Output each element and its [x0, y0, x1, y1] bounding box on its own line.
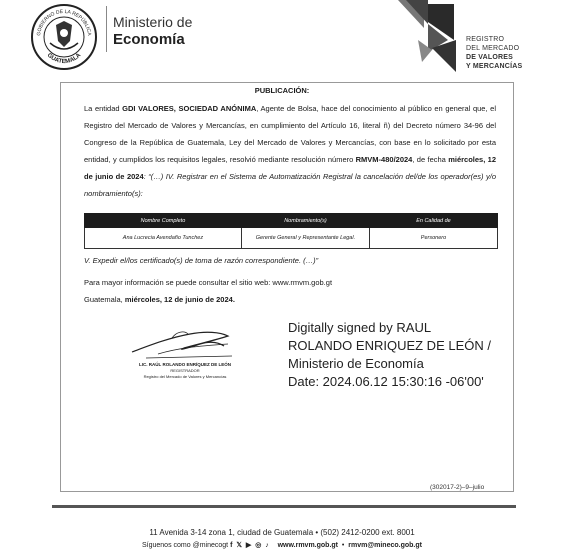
more-info-line: Para mayor información se puede consultar el sitio web: www.rmvm.gob.gt — [84, 278, 333, 287]
table-row — [85, 228, 498, 249]
footer-contact: Síguenos como @minecogt f 𝕏 ▶ ◎ ♪ www.rmvm.gob.gt • rmvm@mineco.gob.gt — [142, 542, 422, 549]
digital-line3: Ministerio de Economía — [288, 356, 424, 371]
header-divider — [106, 6, 107, 52]
body-part-a: La entidad — [84, 104, 123, 113]
place-date-line — [84, 295, 235, 304]
reference-code: (302017-2)–9–julio — [430, 484, 485, 491]
place-date: miércoles, 12 de junio de 2024. — [124, 295, 235, 304]
column-header-name: Nombre Completo — [85, 214, 242, 228]
signatory-name: LIC. RAÚL ROLANDO ENRÍQUEZ DE LEÓN — [139, 362, 231, 367]
rmvm-logo-icon — [398, 0, 462, 76]
handwritten-signature — [128, 326, 238, 362]
social-icons: f 𝕏 ▶ ◎ ♪ — [230, 542, 270, 549]
entity-name: GDI VALORES, SOCIEDAD ANÓNIMA — [122, 104, 257, 113]
signatory-organization: Registro del Mercado de Valores y Mercancías — [143, 374, 227, 379]
body-part-c: , de fecha — [412, 155, 449, 164]
place-label: Guatemala, — [84, 295, 125, 304]
footer-address: 11 Avenida 3-14 zona 1, ciudad de Guatemala • (502) 2412-0200 ext. 8001 — [149, 528, 415, 537]
guatemala-seal-logo — [30, 3, 98, 71]
digital-signature-block — [288, 319, 518, 391]
rmvm-line1: REGISTRO — [466, 36, 505, 43]
footer-website[interactable]: www.rmvm.gob.gt — [277, 542, 339, 549]
digital-line2: ROLANDO ENRIQUEZ DE LEÓN / — [288, 338, 491, 353]
signatory-role: REGISTRADOR — [170, 368, 200, 373]
publication-title: PUBLICACIÓN: — [254, 86, 310, 95]
cell-appointment: Gerente General y Representante Legal. — [241, 228, 369, 249]
document-header — [0, 0, 564, 82]
footer-email[interactable]: rmvm@mineco.gob.gt — [348, 542, 422, 549]
body-part-d: : “(…) IV. Registrar en el Sistema de Automatización Registral la cancelación del/de los operador(es) y/o nombramiento(s): — [84, 172, 496, 198]
resolution-date: miércoles, 12 de junio de 2024 — [84, 155, 497, 181]
footer-follow: Síguenos como @minecogt — [142, 542, 229, 549]
operators-table — [84, 213, 498, 249]
digital-line4: Date: 2024.06.12 15:30:16 -06'00' — [288, 374, 484, 389]
digital-line1: Digitally signed by RAUL — [288, 320, 432, 335]
column-header-capacity: En Calidad de — [369, 214, 497, 228]
publication-body — [84, 100, 496, 202]
rmvm-name — [466, 35, 522, 71]
resolution-number: RMVM-480/2024 — [355, 155, 413, 164]
cell-full-name: Ana Lucrecia Avendaño Tunchez — [85, 228, 242, 249]
rmvm-line4: Y MERCANCÍAS — [466, 63, 523, 70]
cell-capacity: Personero — [369, 228, 497, 249]
svg-text:GOBIERNO DE LA REPÚBLICA: GOBIERNO DE LA REPÚBLICA — [35, 8, 93, 37]
ministry-name-line1: Ministerio de — [113, 14, 193, 30]
rmvm-line2: DEL MERCADO — [466, 45, 520, 52]
expedir-clause: V. Expedir el/los certificado(s) de toma de razón correspondiente. (…)” — [84, 256, 319, 265]
column-header-appointment: Nombramiento(s) — [241, 214, 369, 228]
table-header-row — [85, 214, 498, 228]
footer-rule — [52, 505, 516, 508]
ministry-name-line2: Economía — [113, 31, 185, 48]
svg-text:GUATEMALA: GUATEMALA — [45, 52, 83, 66]
body-part-b: , Agente de Bolsa, hace del conocimiento al público en general que, el Registro del Mercado de Valores y Mercancías, en cumplimiento del Artículo 16, literal ñ) del Decreto número 34-96 del Congreso de la República de Guatemala, Ley del Mercado de Valores y Mercancías, con base en lo solicitado por esta entidad, y cumplidos los requisitos legales, resolvió mediante resolución número — [84, 104, 496, 164]
rmvm-line3: DE VALORES — [466, 54, 513, 61]
